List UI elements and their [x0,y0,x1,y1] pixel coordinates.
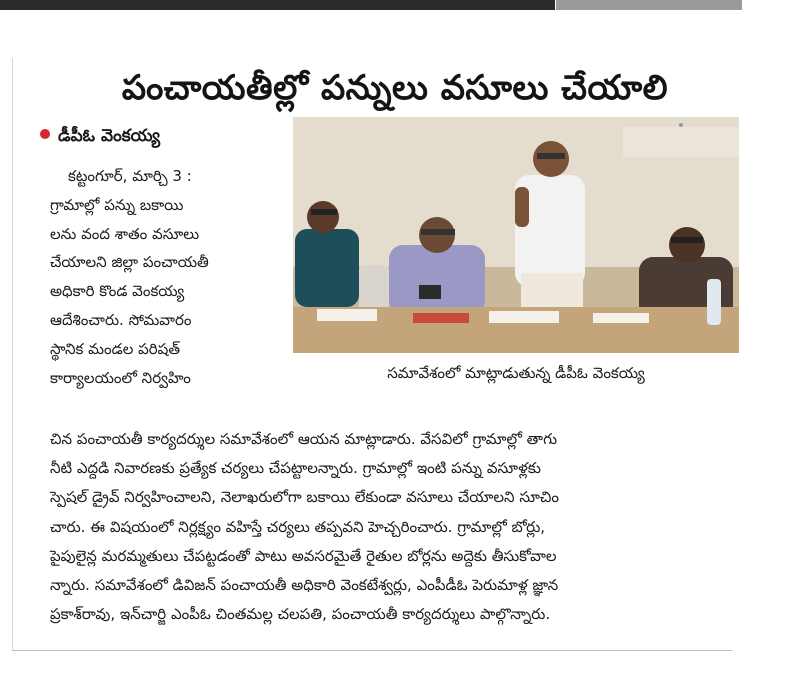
text-line: లను వంద శాతం వసూలు [50,224,200,243]
text-line: ఆదేశించారు. సోమవారం [50,310,192,329]
meeting-photo [293,117,739,353]
top-bar [0,0,800,10]
wide-text-block [50,425,750,629]
top-bar-dark-segment [0,0,555,10]
text-line: చేయాలని జిల్లా పంచాయతీ [50,253,209,272]
article-byline [40,124,160,148]
text-line: చిన పంచాయతీ కార్యదర్శుల సమావేశంలో ఆయన మాట్లాడారు. వేసవిలో గ్రామాల్లో తాగు [50,430,558,448]
text-line: అధికారి కొండ వెంకయ్య [50,282,185,301]
text-line: కార్యాలయంలో నిర్వహిం [50,368,191,387]
narrow-text-column [50,162,280,392]
text-line: కట్టంగూర్, మార్చి 3 : [68,167,192,185]
text-line: గ్రామాల్లో పన్ను బకాయి [50,195,184,214]
text-line: న్నారు. సమావేశంలో డివిజన్ పంచాయతీ అధికారి వెంకటేశ్వర్లు, ఎంపీడీఓ పెరుమాళ్ల జ్ఞాన [50,576,559,595]
text-line: స్థానిక మండల పరిషత్ [50,339,181,358]
text-line: పైపులైన్ల మరమ్మతులు చేపట్టడంతో పాటు అవసరమైతే రైతుల బోర్లను అద్దెకు తీసుకోవాల [50,546,557,565]
byline-text: డీపీఓ వెంకయ్య [58,126,161,146]
text-line: చారు. ఈ విషయంలో నిర్లక్ష్యం వహిస్తే చర్యలు తప్పవని హెచ్చరించారు. గ్రామాల్లో బోర్లు, [50,517,546,536]
photo-caption: సమావేశంలో మాట్లాడుతున్న డీపీఓ వెంకయ్య [387,364,645,382]
text-line: స్పెషల్ డ్రైవ్ నిర్వహించాలని, నెలాఖరులోగా బకాయి లేకుండా వసూలు చేయాలని సూచిం [50,488,559,507]
text-line: ప్రకాశ్‌రావు, ఇన్‌చార్జి ఎంపీఓ చింతమల్ల చలపతి, పంచాయతీ కార్యదర్శులు పాల్గొన్నారు. [50,605,551,624]
text-line: నీటి ఎద్దడి నివారణకు ప్రత్యేక చర్యలు చేపట్టాలన్నారు. గ్రామాల్లో ఇంటి పన్ను వసూళ్లకు [50,459,541,478]
meeting-photo-illustration [293,117,739,353]
article-headline: పంచాయతీల్లో పన్నులు వసూలు చేయాలి [121,67,669,108]
left-column-rule [12,58,13,650]
top-bar-grey-segment [556,0,742,10]
bottom-rule [12,650,732,651]
red-bullet-icon [40,129,50,139]
